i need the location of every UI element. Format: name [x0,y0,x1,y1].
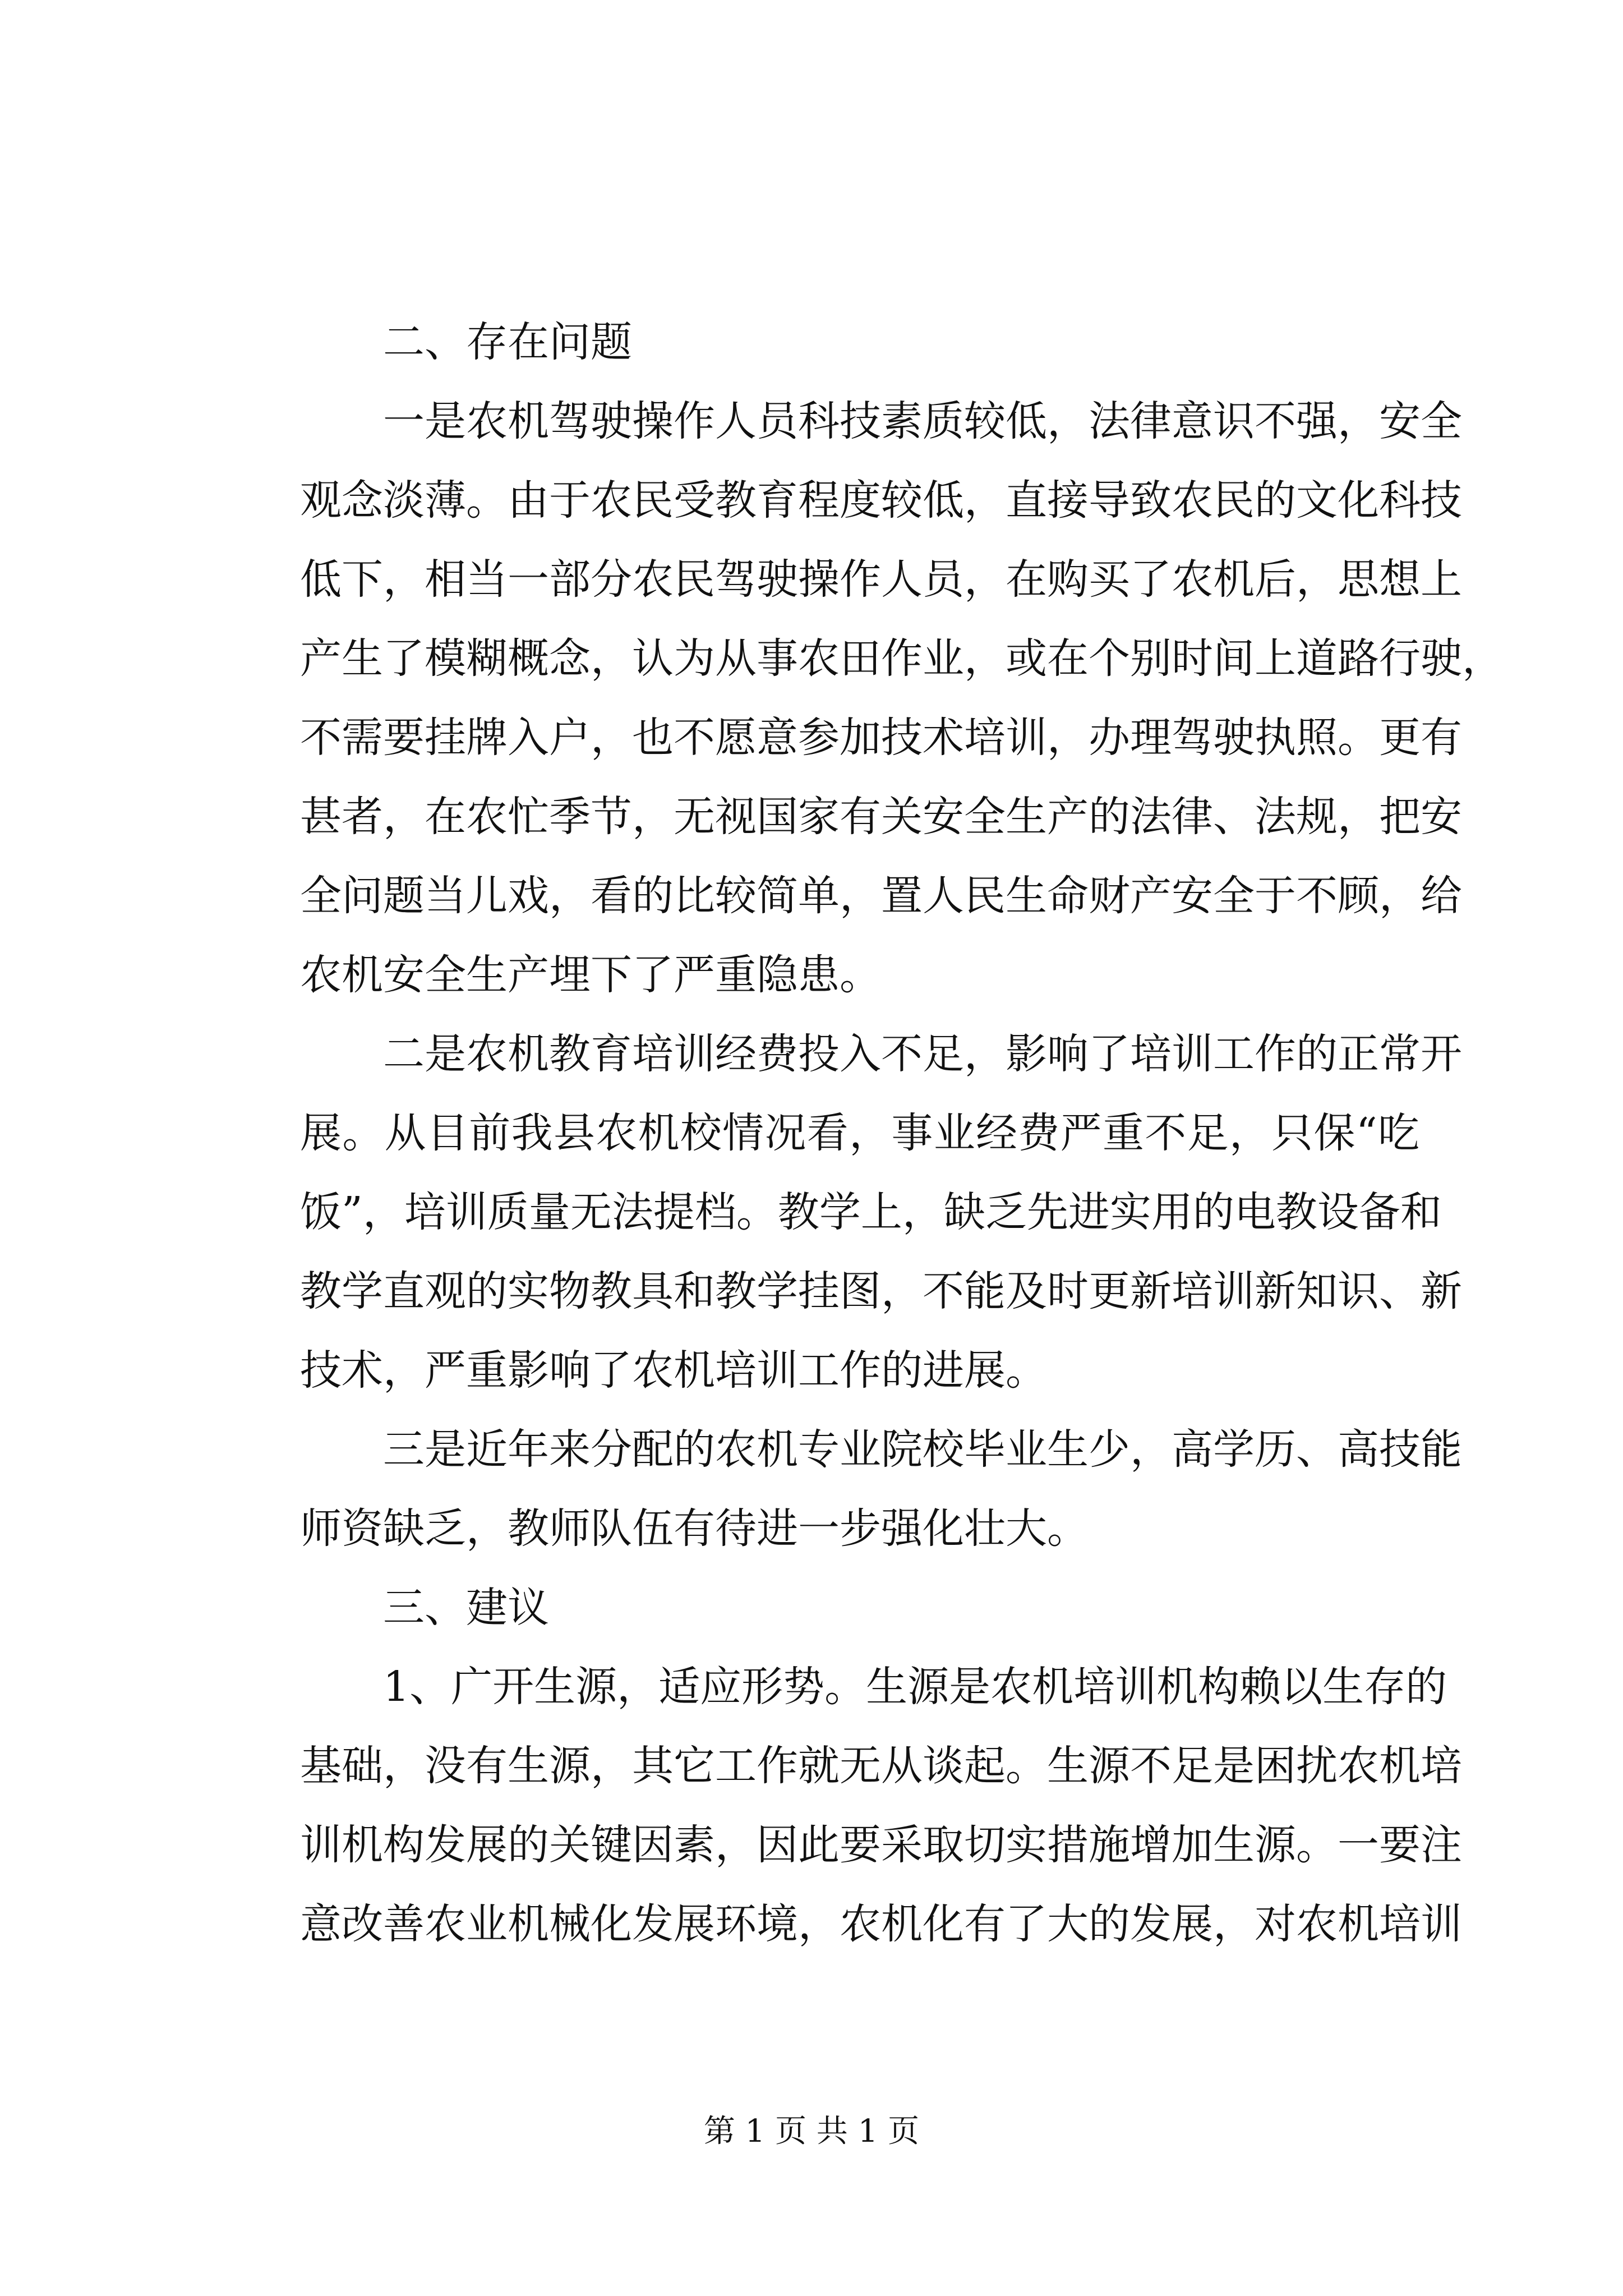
text-line: 农机安全生产埋下了严重隐患。 [300,951,881,999]
text-line: 不需要挂牌入户，也不愿意参加技术培训，办理驾驶执照。更有 [300,714,1462,762]
text-line: 师资缺乏，教师队伍有待进一步强化壮大。 [300,1504,1089,1553]
text-line: 一是农机驾驶操作人员科技素质较低，法律意识不强，安全 [383,397,1462,445]
text-line: 甚者，在农忙季节，无视国家有关安全生产的法律、法规，把安 [300,793,1462,841]
text-line: 产生了模糊概念，认为从事农田作业，或在个别时间上道路行驶， [300,634,1504,683]
page-footer: 第 1 页 共 1 页 [703,2113,920,2150]
text-line: 观念淡薄。由于农民受教育程度较低，直接导致农民的文化科技 [300,476,1462,524]
text-line: 基础，没有生源，其它工作就无从谈起。生源不足是困扰农机培 [300,1742,1462,1790]
text-line: 展。从目前我县农机校情况看，事业经费严重不足，只保“吃 [300,1109,1419,1157]
text-line: 三是近年来分配的农机专业院校毕业生少，高学历、高技能 [383,1425,1462,1474]
text-line: 1、广开生源，适应形势。生源是农机培训机构赖以生存的 [383,1663,1447,1711]
text-line: 二、存在问题 [383,318,632,366]
text-line: 全问题当儿戏，看的比较简单，置人民生命财产安全于不顾，给 [300,872,1462,920]
text-line: 教学直观的实物教具和教学挂图，不能及时更新培训新知识、新 [300,1267,1462,1315]
text-line: 技术，严重影响了农机培训工作的进展。 [300,1346,1047,1395]
text-line: 三、建议 [383,1584,549,1632]
text-line: 二是农机教育培训经费投入不足，影响了培训工作的正常开 [383,1030,1462,1078]
document-body [300,303,1504,1964]
text-line: 意改善农业机械化发展环境，农机化有了大的发展，对农机培训 [300,1900,1462,1948]
text-line: 低下，相当一部分农民驾驶操作人员，在购买了农机后，思想上 [300,555,1462,604]
text-line: 饭”，培训质量无法提档。教学上，缺乏先进实用的电教设备和 [300,1188,1442,1236]
text-line: 训机构发展的关键因素，因此要采取切实措施增加生源。一要注 [300,1821,1462,1869]
